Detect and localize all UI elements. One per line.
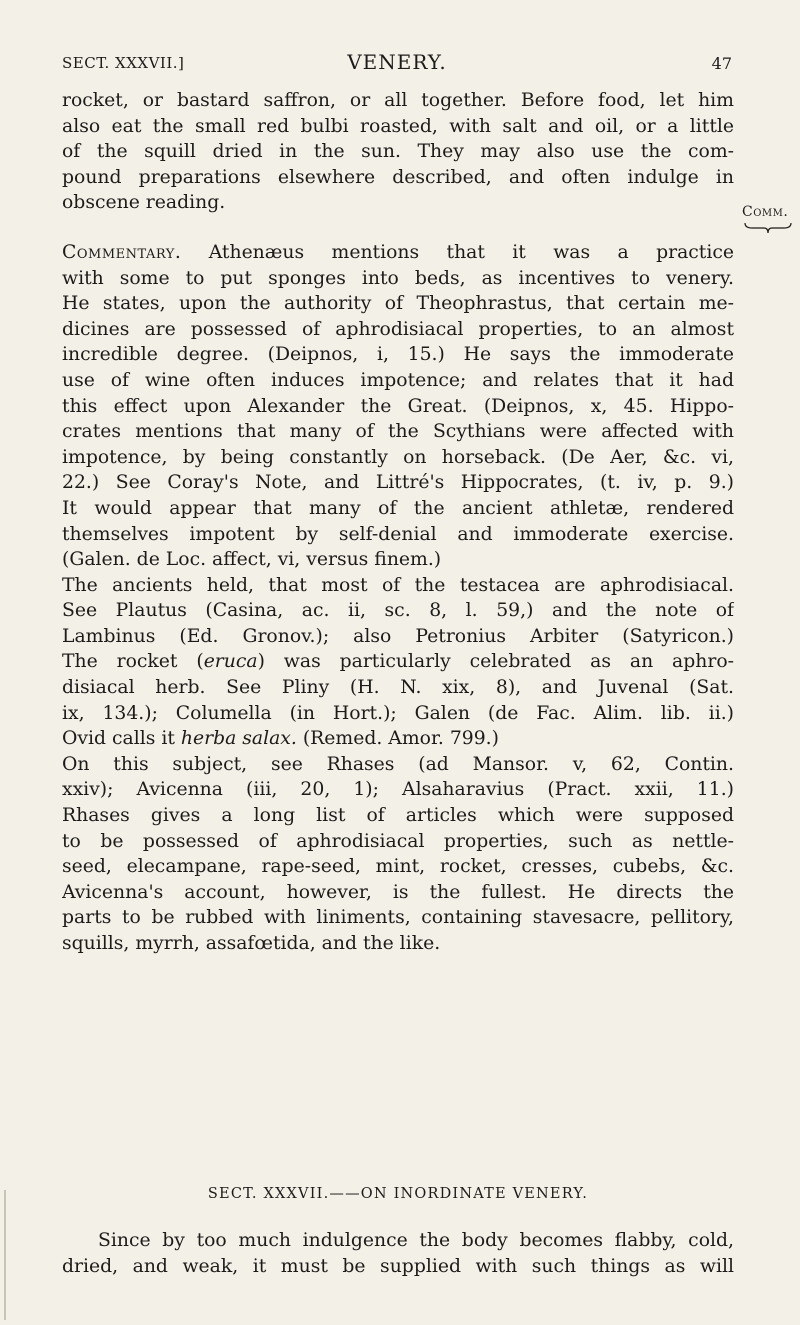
- text-line: to be possessed of aphrodisiacal properties, such as nettle-: [62, 830, 734, 852]
- text-line: pound preparations elsewhere described, and often indulge in: [62, 166, 734, 188]
- text-line: this effect upon Alexander the Great. (Deipnos, x, 45. Hippo-: [62, 395, 734, 417]
- text-line: also eat the small red bulbi roasted, with salt and oil, or a little: [62, 115, 734, 137]
- text-line: parts to be rubbed with liniments, containing stavesacre, pellitory,: [62, 907, 734, 929]
- text-line: xxiv); Avicenna (iii, 20, 1); Alsaharavius (Pract. xxii, 11.): [62, 779, 734, 801]
- text-line: impotence, by being constantly on horseback. (De Aer, &c. vi,: [62, 446, 734, 468]
- text-line: Ovid calls it herba salax. (Remed. Amor. 799.): [62, 728, 499, 750]
- text-line: disiacal herb. See Pliny (H. N. xix, 8), and Juvenal (Sat.: [62, 677, 734, 699]
- text-line: Avicenna's account, however, is the fullest. He directs the: [62, 881, 734, 903]
- page-edge-shadow: [4, 1190, 6, 1320]
- section-heading: SECT. XXXVII.——ON INORDINATE VENERY.: [207, 1186, 589, 1202]
- text-line: use of wine often induces impotence; and relates that it had: [62, 369, 734, 391]
- paragraph-1: [62, 88, 734, 216]
- commentary-label: Commentary.: [62, 241, 182, 263]
- text-line: themselves impotent by self-denial and immoderate exercise.: [62, 523, 734, 545]
- italic-term: herba salax.: [180, 728, 297, 750]
- text-line: See Plautus (Casina, ac. ii, sc. 8, l. 59,) and the note of: [62, 600, 734, 622]
- running-head: [62, 50, 732, 80]
- text-line: ix, 134.); Columella (in Hort.); Galen (de Fac. Alim. lib. ii.): [62, 702, 734, 724]
- text-line: squills, myrrh, assafœtida, and the like.: [62, 933, 441, 954]
- text-line: obscene reading.: [62, 192, 226, 214]
- text-line: It would appear that many of the ancient athletæ, rendered: [62, 497, 734, 519]
- body-text: [62, 88, 734, 957]
- commentary-first-line: Commentary. Athenæus mentions that it was a practice: [62, 241, 734, 263]
- section-marker: SECT. XXXVII.]: [62, 54, 185, 72]
- text-line: The rocket (eruca) was particularly celebrated as an aphro-: [62, 651, 734, 673]
- text-line: with some to put sponges into beds, as incentives to venery.: [62, 267, 734, 289]
- text-line: incredible degree. (Deipnos, i, 15.) He says the immoderate: [62, 344, 734, 366]
- text-line: He states, upon the authority of Theophrastus, that certain me-: [62, 293, 734, 315]
- margin-brace-icon: [744, 222, 792, 234]
- italic-term: eruca: [203, 651, 258, 673]
- text-line: 22.) See Coray's Note, and Littré's Hippocrates, (t. iv, p. 9.): [62, 472, 734, 494]
- text-line: dried, and weak, it must be supplied with such things as will: [62, 1255, 734, 1277]
- text-line: Lambinus (Ed. Gronov.); also Petronius Arbiter (Satyricon.): [62, 625, 734, 647]
- text-line: The ancients held, that most of the testacea are aphrodisiacal.: [62, 574, 734, 596]
- text-line: of the squill dried in the sun. They may also use the com-: [62, 141, 734, 163]
- margin-note: Comm.: [742, 204, 789, 220]
- section-text: [62, 1228, 734, 1279]
- page-number: 47: [711, 54, 732, 73]
- text-line: seed, elecampane, rape-seed, mint, rocket, cresses, cubebs, &c.: [62, 856, 734, 878]
- text-line: crates mentions that many of the Scythians were affected with: [62, 421, 734, 443]
- text-line: dicines are possessed of aphrodisiacal properties, to an almost: [62, 318, 734, 340]
- commentary: [62, 240, 734, 957]
- page-title: VENERY.: [347, 50, 447, 74]
- text-line: Since by too much indulgence the body becomes flabby, cold,: [98, 1230, 734, 1251]
- text-line: On this subject, see Rhases (ad Mansor. v, 62, Contin.: [62, 753, 734, 775]
- text-line: rocket, or bastard saffron, or all together. Before food, let him: [62, 90, 734, 111]
- text-line: (Galen. de Loc. affect, vi, versus finem.): [62, 549, 442, 571]
- text-line: Rhases gives a long list of articles which were supposed: [62, 805, 734, 827]
